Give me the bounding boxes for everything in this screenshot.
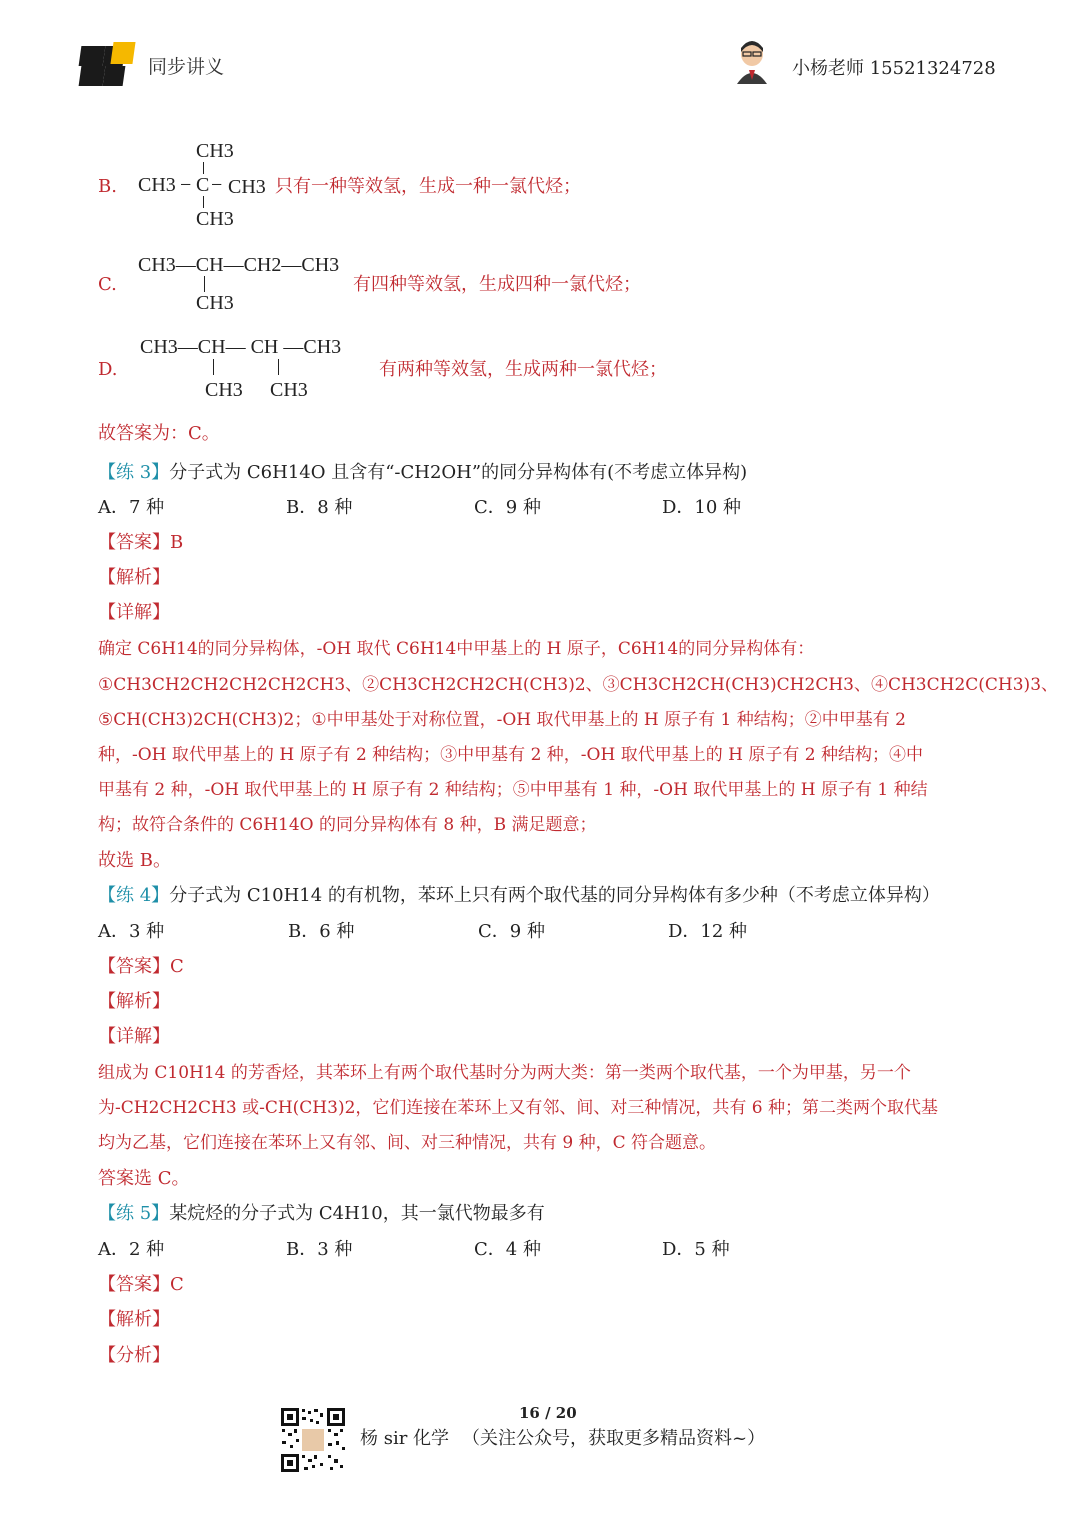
option-b-center-c: C	[196, 174, 210, 196]
q4-option-a: A．3 种	[98, 921, 165, 942]
option-d-formula: CH3—CH— CH —CH3	[140, 336, 342, 358]
q5-analysis-tag: 【解析】	[98, 1309, 170, 1330]
page-number: 16 / 20	[519, 1404, 577, 1422]
q3-tag: 【练 3】	[98, 462, 170, 483]
q3-stem: 分子式为 C6H14O 且含有“-CH2OH”的同分异构体有(不考虑立体异构)	[169, 462, 748, 483]
option-d-note: 有两种等效氢，生成两种一氯代烃；	[379, 359, 667, 380]
q3-option-a: A．7 种	[98, 497, 165, 518]
option-d-branch-2: CH3	[270, 379, 308, 401]
q5-option-b: B．3 种	[286, 1239, 353, 1260]
q4-stem: 分子式为 C10H14 的有机物，苯环上只有两个取代基的同分异构体有多少种（不考虑立体异构）	[169, 885, 940, 906]
q4-detail-line: 为-CH2CH2CH3 或-CH(CH3)2，它们连接在苯环上又有邻、间、对三种情况，共有 6 种；第二类两个取代基	[98, 1098, 939, 1118]
q3-detail-line: 种，-OH 取代甲基上的 H 原子有 2 种结构；③中甲基有 2 种，-OH 取代甲基上的 H 原子有 2 种结构；④中	[98, 745, 923, 765]
option-c-bond-down	[204, 276, 205, 292]
q4-option-b: B．6 种	[288, 921, 355, 942]
q3-conclusion: 故选 B。	[98, 850, 171, 871]
q3-detail-line: 甲基有 2 种，-OH 取代甲基上的 H 原子有 2 种结构；⑤中甲基有 1 种，-OH 取代甲基上的 H 原子有 1 种结	[98, 780, 928, 800]
q5-fenxi-tag: 【分析】	[98, 1345, 170, 1366]
q5-stem: 某烷烃的分子式为 C4H10，其一氯代物最多有	[169, 1203, 545, 1224]
option-b-bottom-ch3: CH3	[196, 208, 234, 230]
option-b-bond-down	[203, 196, 204, 208]
header-author: 小杨老师 15521324728	[792, 58, 996, 79]
q4-detail-line: 均为乙基，它们连接在苯环上又有邻、间、对三种情况，共有 9 种，C 符合题意。	[98, 1133, 717, 1153]
q5-stem-line	[98, 1203, 545, 1225]
q3-detail-line: 构；故符合条件的 C6H14O 的同分异构体有 8 种，B 满足题意；	[98, 815, 597, 835]
q4-detail-line: 组成为 C10H14 的芳香烃，其苯环上有两个取代基时分为两大类：第一类两个取代基，一个为甲基，另一个	[98, 1063, 911, 1083]
qr-code	[280, 1407, 346, 1473]
bcd-conclusion: 故答案为：C。	[98, 423, 220, 444]
option-b-label: B.	[98, 176, 117, 197]
avatar	[733, 40, 771, 84]
q3-analysis-tag: 【解析】	[98, 567, 170, 588]
option-d-bond-down-2	[278, 359, 279, 375]
q3-detail-line: 确定 C6H14的同分异构体，-OH 取代 C6H14中甲基上的 H 原子，C6H14的同分异构体有：	[98, 639, 815, 659]
q3-option-c: C．9 种	[474, 497, 541, 518]
footer-brand: 杨 sir 化学	[360, 1428, 450, 1449]
option-b-top-ch3: CH3	[196, 140, 234, 162]
q4-answer: 【答案】C	[98, 956, 184, 977]
q3-detail-line: ①CH3CH2CH2CH2CH2CH3、②CH3CH2CH2CH(CH3)2、③CH3CH2CH(CH3)CH2CH3、④CH3CH2C(CH3)3、	[98, 675, 1059, 695]
q5-option-c: C．4 种	[474, 1239, 541, 1260]
option-d-bond-down-1	[213, 359, 214, 375]
q4-conclusion: 答案选 C。	[98, 1168, 190, 1189]
footer-slogan: （关注公众号，获取更多精品资料~）	[462, 1428, 766, 1449]
q4-stem-line	[98, 885, 940, 907]
q3-answer: 【答案】B	[98, 532, 184, 553]
q3-option-b: B．8 种	[286, 497, 353, 518]
q4-analysis-tag: 【解析】	[98, 991, 170, 1012]
option-b-note: 只有一种等效氢，生成一种一氯代烃；	[275, 176, 581, 197]
q5-tag: 【练 5】	[98, 1203, 170, 1224]
option-b-bond-left: −	[180, 174, 192, 196]
option-c-label: C.	[98, 274, 117, 295]
option-c-formula: CH3—CH—CH2—CH3	[138, 254, 340, 276]
header-title: 同步讲义	[148, 56, 225, 78]
q5-option-d: D．5 种	[662, 1239, 730, 1260]
q3-stem-line	[98, 462, 747, 484]
option-b-left-ch3: CH3	[138, 174, 176, 196]
q3-detail-tag: 【详解】	[98, 602, 170, 623]
q4-option-c: C．9 种	[478, 921, 545, 942]
option-c-note: 有四种等效氢，生成四种一氯代烃；	[353, 274, 641, 295]
q4-tag: 【练 4】	[98, 885, 170, 906]
option-b-right-ch3: CH3	[228, 176, 266, 198]
option-d-branch-1: CH3	[205, 379, 243, 401]
q3-option-d: D．10 种	[662, 497, 742, 518]
option-d-label: D.	[98, 359, 118, 380]
option-c-branch: CH3	[196, 292, 234, 314]
q4-detail-tag: 【详解】	[98, 1026, 170, 1047]
logo	[80, 42, 136, 88]
q5-answer: 【答案】C	[98, 1274, 184, 1295]
q5-option-a: A．2 种	[98, 1239, 165, 1260]
option-b-bond-right: −	[211, 174, 223, 196]
option-b-bond-up	[203, 162, 204, 174]
q4-option-d: D．12 种	[668, 921, 748, 942]
q3-detail-line: ⑤CH(CH3)2CH(CH3)2；①中甲基处于对称位置，-OH 取代甲基上的 H 原子有 1 种结构；②中甲基有 2	[98, 710, 906, 730]
